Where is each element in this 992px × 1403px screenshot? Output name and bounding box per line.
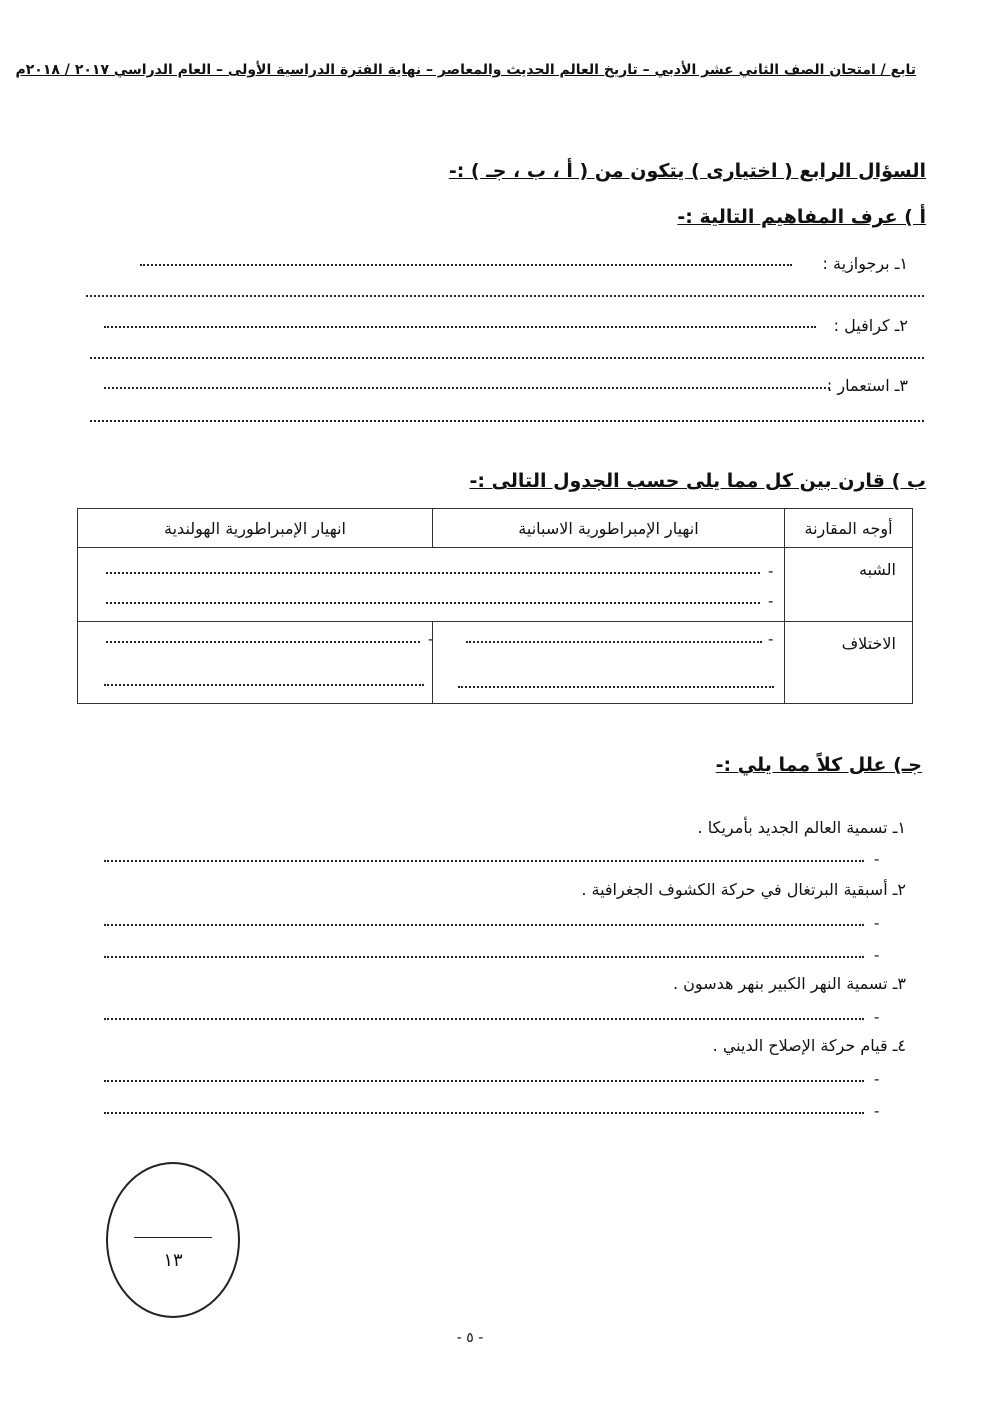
part-c-item-1: ١ـ تسمية العالم الجديد بأمريكا . bbox=[697, 818, 906, 837]
part-a-item-2: ٢ـ كرافيل : bbox=[833, 316, 908, 335]
table-header-spanish: انهيار الإمبراطورية الاسبانية bbox=[433, 509, 785, 548]
answer-line[interactable] bbox=[104, 860, 864, 862]
part-a-item-3: ٣ـ استعمار : bbox=[826, 376, 908, 395]
table-header-dutch: انهيار الإمبراطورية الهولندية bbox=[78, 509, 433, 548]
difference-spanish-cell[interactable] bbox=[433, 622, 785, 704]
part-b-title: ب ) قارن بين كل مما يلى حسب الجدول التالى :- bbox=[469, 470, 926, 492]
answer-line[interactable] bbox=[86, 295, 924, 297]
answer-line[interactable] bbox=[90, 357, 924, 359]
part-a-title: أ ) عرف المفاهيم التالية :- bbox=[677, 206, 926, 228]
answer-line[interactable] bbox=[90, 420, 924, 422]
row-label-similarity: الشبه bbox=[859, 560, 896, 579]
answer-line[interactable] bbox=[104, 1112, 864, 1114]
answer-line[interactable] bbox=[104, 326, 816, 328]
score-circle bbox=[106, 1162, 240, 1318]
dash-marker: - bbox=[874, 850, 880, 868]
part-c-item-2: ٢ـ أسبقية البرتغال في حركة الكشوف الجغرافية . bbox=[581, 880, 906, 899]
table-row-difference bbox=[785, 622, 913, 704]
answer-line[interactable] bbox=[104, 924, 864, 926]
similarity-answer-cell[interactable] bbox=[78, 548, 785, 622]
answer-line[interactable] bbox=[104, 1080, 864, 1082]
part-c-item-3: ٣ـ تسمية النهر الكبير بنهر هدسون . bbox=[673, 974, 906, 993]
score-value: ١٣ bbox=[163, 1250, 183, 1271]
answer-line[interactable] bbox=[104, 387, 830, 389]
dash-marker: - bbox=[768, 592, 774, 610]
table-row-similarity bbox=[785, 548, 913, 622]
dash-marker: - bbox=[428, 630, 434, 648]
table-header-aspect: أوجه المقارنة bbox=[785, 509, 913, 548]
dash-marker: - bbox=[874, 1008, 880, 1026]
part-c-item-4: ٤ـ قيام حركة الإصلاح الديني . bbox=[712, 1036, 906, 1055]
exam-header: تابع / امتحان الصف الثاني عشر الأدبي – تاريخ العالم الحديث والمعاصر – نهاية الفترة الدراسية الأولى – العام الدراسي ٢٠١٧ / ٢٠١٨م bbox=[15, 62, 916, 78]
answer-line[interactable] bbox=[104, 684, 424, 686]
dash-marker: - bbox=[768, 630, 774, 648]
dash-marker: - bbox=[874, 914, 880, 932]
part-a-item-1: ١ـ برجوازية : bbox=[822, 254, 908, 273]
answer-line[interactable] bbox=[104, 1018, 864, 1020]
dash-marker: - bbox=[874, 1070, 880, 1088]
answer-line[interactable] bbox=[106, 641, 420, 643]
answer-line[interactable] bbox=[106, 602, 760, 604]
dash-marker: - bbox=[768, 562, 774, 580]
answer-line[interactable] bbox=[466, 641, 762, 643]
comparison-table bbox=[77, 508, 913, 704]
answer-line[interactable] bbox=[106, 572, 760, 574]
answer-line[interactable] bbox=[458, 686, 774, 688]
answer-line[interactable] bbox=[104, 956, 864, 958]
row-label-difference: الاختلاف bbox=[841, 634, 896, 653]
score-fraction-line bbox=[134, 1237, 212, 1238]
part-c-title: جـ) علل كلاً مما يلي :- bbox=[715, 754, 922, 776]
answer-line[interactable] bbox=[140, 264, 792, 266]
question-title: السؤال الرابع ( اختيارى ) يتكون من ( أ ، ب ، جـ ) :- bbox=[448, 160, 926, 182]
difference-dutch-cell[interactable] bbox=[78, 622, 433, 704]
dash-marker: - bbox=[874, 946, 880, 964]
page-number: - ٥ - bbox=[456, 1330, 484, 1346]
dash-marker: - bbox=[874, 1102, 880, 1120]
